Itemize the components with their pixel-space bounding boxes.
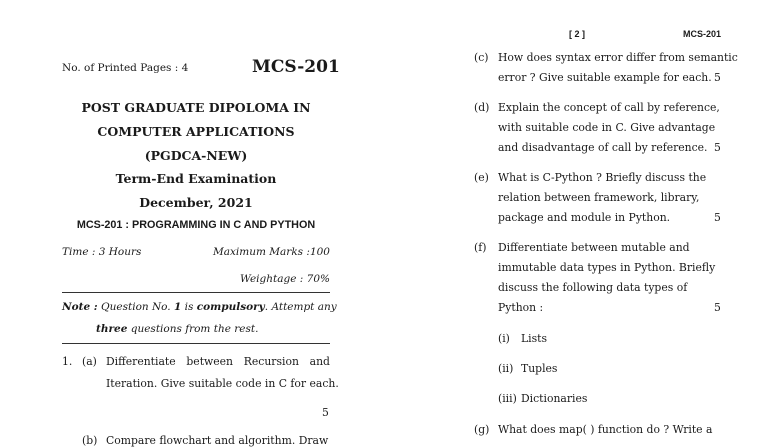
note-compulsory: compulsory <box>196 301 265 313</box>
qc-line: error ? Give suitable example for each. <box>498 71 712 84</box>
note-label: Note : <box>62 301 98 313</box>
qc-line: How does syntax error differ from semantic <box>498 51 738 64</box>
course-code: MCS-201 <box>252 57 340 77</box>
note-qnum: 1 <box>174 301 182 313</box>
note-text: questions from the rest. <box>130 323 259 335</box>
printed-pages-label: No. of Printed Pages : 4 <box>62 62 189 74</box>
q1b-line-1: Compare flowchart and algorithm. Draw <box>106 434 329 447</box>
qf-item-text: Tuples <box>521 362 558 375</box>
time-label: Time : 3 Hours <box>62 246 142 258</box>
word: between <box>186 355 234 368</box>
program-title-line: POST GRADUATE DIPOLOMA IN <box>81 100 311 115</box>
qf-item-label: (iii) <box>498 392 517 405</box>
qe-line: package and module in Python. <box>498 211 671 224</box>
q1b-label: (b) <box>82 434 98 447</box>
qf-line: Differentiate between mutable and <box>498 241 690 254</box>
exam-title: Term-End Examination <box>115 171 277 186</box>
qf-item-text: Dictionaries <box>521 392 588 405</box>
qd-line: and disadvantage of call by reference. <box>498 141 708 154</box>
word: and <box>309 355 330 368</box>
qg-line: What does map( ) function do ? Write a <box>498 423 713 436</box>
qf-item-label: (i) <box>498 332 510 345</box>
qf-marks: 5 <box>714 301 721 314</box>
word: Recursion <box>243 355 299 368</box>
q1a-line-2: Iteration. Give suitable code in C for each. <box>106 377 339 390</box>
qf-item-text: Lists <box>521 332 548 345</box>
qe-line: What is C-Python ? Briefly discuss the <box>498 171 707 184</box>
qc-label: (c) <box>474 51 489 64</box>
q1a-marks: 5 <box>322 406 329 419</box>
note-text: . Attempt any <box>264 301 337 313</box>
q1a-line-1 <box>106 355 330 368</box>
note-three: three <box>96 323 128 335</box>
weightage-label: Weightage : 70% <box>240 273 330 285</box>
q1a-label: (a) <box>82 355 97 368</box>
note-text: is <box>184 301 194 313</box>
qf-line: discuss the following data types of <box>498 281 688 294</box>
page-number: [ 2 ] <box>569 29 586 39</box>
program-title-line: COMPUTER APPLICATIONS <box>97 124 295 139</box>
note-line-1 <box>62 301 337 313</box>
qf-line: immutable data types in Python. Briefly <box>498 261 716 274</box>
qd-line: with suitable code in C. Give advantage <box>498 121 716 134</box>
qe-line: relation between framework, library, <box>498 191 700 204</box>
divider-bottom <box>62 343 330 344</box>
word: Differentiate <box>106 355 176 368</box>
qd-label: (d) <box>474 101 490 114</box>
qe-marks: 5 <box>714 211 721 224</box>
max-marks-label: Maximum Marks :100 <box>212 246 330 258</box>
qd-line: Explain the concept of call by reference, <box>498 101 720 114</box>
note-line-2 <box>96 323 258 335</box>
qf-line: Python : <box>498 301 544 314</box>
qf-label: (f) <box>474 241 487 254</box>
program-title-line: (PGDCA-NEW) <box>144 148 248 163</box>
qd-marks: 5 <box>714 141 721 154</box>
exam-session: December, 2021 <box>139 195 253 210</box>
q1-number: 1. <box>62 355 73 368</box>
program-title <box>62 96 330 168</box>
course-title: MCS-201 : PROGRAMMING IN C AND PYTHON <box>76 219 316 231</box>
header-course-code: MCS-201 <box>683 29 722 39</box>
qe-label: (e) <box>474 171 489 184</box>
note-text: Question No. <box>101 301 171 313</box>
qc-marks: 5 <box>714 71 721 84</box>
qg-label: (g) <box>474 423 490 436</box>
qf-item-label: (ii) <box>498 362 514 375</box>
divider-top <box>62 292 330 293</box>
